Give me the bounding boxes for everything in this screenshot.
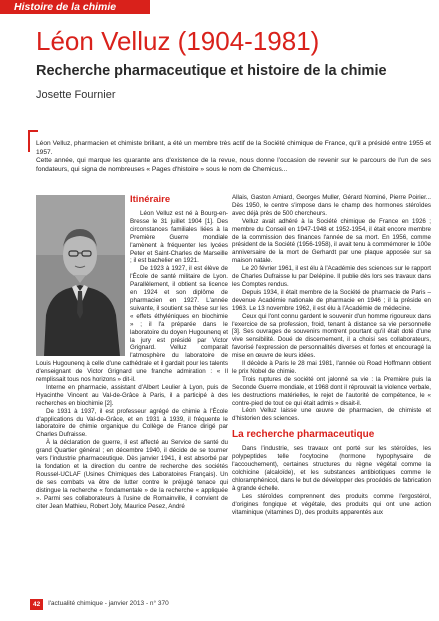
body-paragraph: Velluz avait adhéré à la Société chimique de France en 1926 ; membre du Conseil en 1947-1948 et 1952-1954, il était encore membre de la commission des finances l'année de sa mort. En 1956, comme président de la Société (1956-1958), il avait tenu à commémorer le 100e anniversaire de la mort de Gerhardt par une plaque apposée sur sa maison natale. [232,217,431,265]
right-column [232,194,431,516]
body-paragraph: Ceux qui l'ont connu gardent le souvenir d'un homme rigoureux dans l'exercice de sa profession, froid, tenant à distance sa vie personnelle [3]. Ses ouvrages de souvenirs montrent pourtant qu'il était doté d'une vive sensibilité. Doué de discernement, il a choisi ses collaborateurs, favorisé l'expression de personnalités diverses et fortes et encouragé la mise en œuvre de leurs idées. [232,312,431,360]
intro-bracket [28,130,38,152]
body-paragraph: De 1923 à 1927, il est élève de l'École de santé militaire de Lyon. Parallèlement, il obtient sa licence en 1924 et son diplôme de pharmacien en 1927. L'année suivante, il soutient sa thèse sur les « effets éthyléniques en biochimie » ; il l'a préparée dans le laboratoire du doyen Hugounenq et la jury est présidé par Victor Grignard. Velluz comparait l'atmosphère du laboratoire de Louis Hugounenq à celle d'une cathédrale et il gardait pour les talents d'enseignant de Victor Grignard une franche admiration : « Il remplissait tous nos horizons » dit-il. [36,265,228,384]
body-paragraph: Le 20 février 1961, il est élu à l'Académie des sciences sur le rapport de Charles Dufraisse lu par Delépine. Il publie dès lors ses travaux dans les Comptes rendus. [232,265,431,288]
article-title: Léon Velluz (1904-1981) [36,26,320,56]
left-column [36,194,228,510]
page-footer [30,598,169,610]
intro-paragraph: Léon Velluz, pharmacien et chimiste brillant, a été un membre très actif de la Société chimique de France, qu'il a présidé entre 1955 et 1957. [36,140,431,156]
photo-spacer [36,194,130,359]
journal-reference: l'actualité chimique - janvier 2013 - n° 370 [48,600,169,607]
body-paragraph: Allais, Gaston Amiard, Georges Muller, Gérard Nominé, Pierre Poirier... Dès 1950, le centre s'impose dans le champ des hormones stéroïdes avec déjà près de 500 chercheurs. [232,194,431,217]
author-name: Josette Fournier [36,89,116,101]
section-heading-recherche: La recherche pharmaceutique [232,429,375,441]
body-paragraph: Léon Velluz est né à Bourg-en-Bresse le 31 juillet 1904 [1]. Des circonstances familiales liées à la Première Guerre mondiale l'amènent à fréquenter les lycées Peter et Saint-Charles de Marseille ; il est bachelier en 1921. [130,210,228,265]
page-number: 42 [30,599,43,610]
article-intro [36,140,431,174]
body-paragraph: De 1931 à 1937, il est professeur agrégé de chimie à l'École d'applications du Val-de-Grâce, et en 1931 à 1939, il fréquente le laboratoire de chimie organique du Collège de France dirigé par Charles Dufraisse. [36,407,228,439]
body-paragraph: À la déclaration de guerre, il est affecté au Service de santé du grand Quartier général ; en décembre 1940, il décide de se tourner vers l'industrie pharmaceutique. Dès janvier 1941, il est absorbé par la fondation et la direction du centre de recherche des sociétés Roussel-UCLAF (Usines Chimiques des Laboratoires Français). Un de ses combats va être de lutter contre le préjugé tenace qui distingue la recherche « fondamentale » de la recherche « appliquée ». Parmi ses collaborateurs à l'usine de Romainville, il convient de citer Jean Mathieu, Robert Joly, Maurice Pesez, André [36,439,228,510]
section-rubric: Histoire de la chimie [0,0,150,14]
article-subtitle: Recherche pharmaceutique et histoire de la chimie [36,63,387,79]
body-paragraph: Il décède à Paris le 28 mai 1981, l'année où Road Hoffmann obtient le prix Nobel de chimie. [232,360,431,375]
body-paragraph: Trois ruptures de société ont jalonné sa vie : la Première puis la Seconde Guerre mondiale, et 1968 dont il réprouvait la violence verbale, les destructions matérielles, le rejet de l'autorité de compétence, le « contre-pied de tout ce qui était admis » disait-il. [232,375,431,407]
body-paragraph: Depuis 1934, il était membre de la Société de pharmacie de Paris – devenue Académie nationale de pharmacie en 1946 ; il la préside en 1963. Le 13 novembre 1962, il est élu à l'Académie de médecine. [232,288,431,312]
body-paragraph: Les stéroïdes comprennent des produits comme l'ergostérol, d'origines fongique et végétale, des produits qui ont une action vitaminique (vitamines D), des produits apparentés aux [232,492,431,516]
body-paragraph: Interne en pharmacie, assistant d'Albert Leulier à Lyon, puis de Hyacinthe Vincent au Val-de-Grâce à Paris, il a participé à des recherches en biochimie [2]. [36,383,228,407]
intro-paragraph: Cette année, qui marque les quarante ans d'existence de la revue, nous donne l'occasion de revenir sur le parcours de l'un de ses fondateurs, qui signa de nombreuses « Pages d'histoire » sous le nom de Chemicus... [36,157,431,173]
body-paragraph: Dans l'industrie, ses travaux ont porté sur les stéroïdes, les polypeptides telle l'ocytocine (hormone hypophysaire de l'accouchement), certaines structures du règne végétal comme la colchicine (alcaloïde), et les substances antibiotiques comme le chloramphénicol, dans le but de développer des procédés de fabrication à grande échelle. [232,445,431,492]
section-heading-itineraire: Itinéraire [130,194,171,205]
body-paragraph: Léon Velluz laisse une œuvre de pharmacien, de chimiste et d'historien des sciences. [232,407,431,423]
